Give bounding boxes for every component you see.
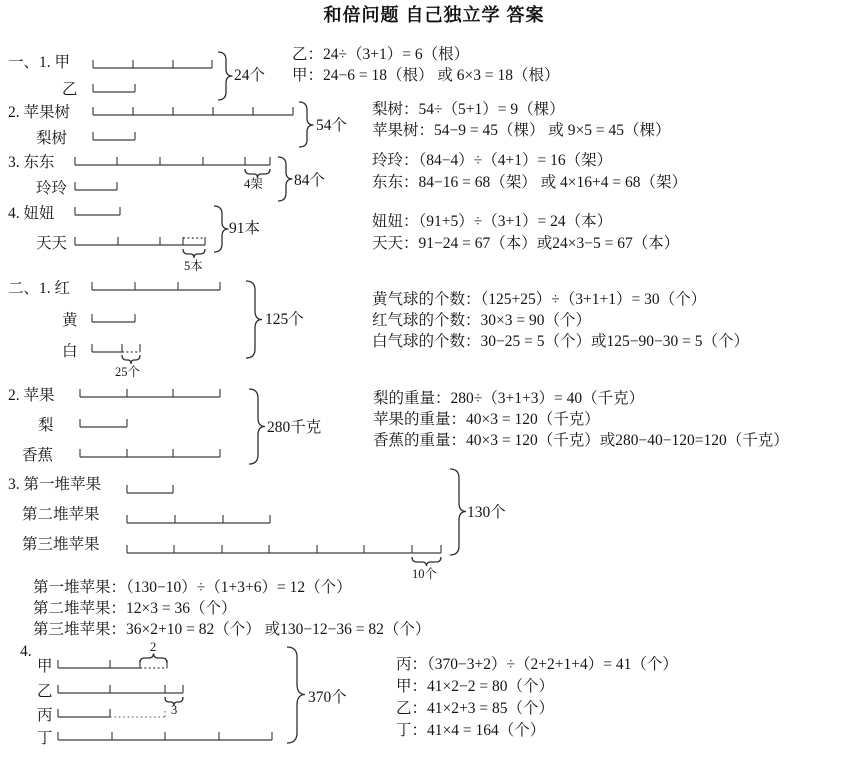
p7-row3-label: 第三堆苹果 — [22, 536, 100, 553]
p1-row2-label: 乙 — [62, 81, 78, 98]
p1-answer-2: 甲：24−6 = 18（根） 或 6×3 = 18（根） — [292, 67, 560, 84]
p2-brace — [299, 102, 314, 147]
p6-row1-label: 2. 苹果 — [8, 387, 55, 404]
p6-answer-1: 梨的重量：280÷（3+1+3）= 40（千克） — [373, 390, 645, 407]
p8-row2-label: 乙 — [37, 683, 53, 700]
p4-row1-label: 4. 妞妞 — [8, 205, 55, 222]
p8-answer-2: 甲：41×2−2 = 80（个） — [396, 678, 554, 695]
p2-sum-label: 54个 — [316, 117, 348, 134]
p2-row1-label: 2. 苹果树 — [8, 104, 71, 121]
p3-answer-1: 玲玲：（84−4）÷（4+1）= 16（架） — [372, 152, 613, 169]
p2-row2-label: 梨树 — [36, 130, 68, 147]
p7-answer-1: 第一堆苹果：（130−10）÷（1+3+6）= 12（个） — [33, 579, 352, 596]
p3-brace — [278, 157, 293, 201]
p4-brace — [214, 206, 229, 252]
p7-answer-3: 第三堆苹果：36×2+10 = 82（个） 或130−12−36 = 82（个） — [33, 621, 431, 638]
p3-segment-label: 4架 — [244, 177, 263, 191]
p4-bars — [75, 207, 205, 245]
p5-bars — [92, 282, 220, 352]
p7-row1-label: 3. 第一堆苹果 — [8, 476, 102, 493]
p5-row1-label: 二、1. 红 — [8, 280, 71, 297]
p8-seg-top-label: 2 — [150, 640, 157, 654]
page-title: 和倍问题 自己独立学 答案 — [323, 5, 545, 25]
p3-row2-label: 玲玲 — [36, 180, 68, 197]
p1-sum-label: 24个 — [234, 67, 266, 84]
p5-row3-label: 白 — [62, 343, 78, 360]
p5-row2-label: 黄 — [62, 312, 78, 329]
p8-seg-side-label: 3 — [171, 703, 178, 717]
p7-segment-label: 10个 — [412, 567, 438, 581]
p8-bing-dotted-line — [110, 709, 165, 717]
p2-bars — [93, 107, 293, 140]
p8-answer-4: 丁：41×4 = 164（个） — [396, 722, 546, 739]
p7-bars — [127, 485, 441, 553]
p5-answer-2: 红气球的个数：30×3 = 90（个） — [372, 312, 591, 329]
p1-bars — [93, 60, 212, 92]
p4-segment-label: 5本 — [184, 259, 203, 273]
p7-brace — [450, 469, 466, 555]
p4-sum-label: 91本 — [229, 220, 261, 237]
p4-underbrace — [183, 249, 205, 258]
p5-sum-label: 125个 — [265, 311, 304, 328]
p1-answer-1: 乙：24÷（3+1）= 6（根） — [292, 46, 470, 63]
p7-answer-2: 第二堆苹果：12×3 = 36（个） — [33, 600, 237, 617]
p3-bars — [75, 157, 270, 190]
p4-answer-2: 天天：91−24 = 67（本）或24×3−5 = 67（本） — [372, 235, 680, 252]
p8-sum-label: 370个 — [308, 689, 347, 706]
p6-row3-label: 香蕉 — [22, 447, 54, 464]
p1-row1-label: 一、1. 甲 — [8, 54, 71, 71]
p4-row2-label: 天天 — [36, 235, 68, 252]
p3-sum-label: 84个 — [294, 172, 326, 189]
p2-answer-2: 苹果树：54−9 = 45（棵） 或 9×5 = 45（棵） — [372, 122, 671, 139]
p5-underbrace — [122, 355, 140, 364]
p5-brace — [246, 281, 262, 358]
p6-answer-3: 香蕉的重量：40×3 = 120（千克）或280−40−120=120（千克） — [373, 432, 789, 449]
p8-brace — [287, 647, 305, 743]
p5-segment-label: 25个 — [115, 365, 141, 379]
p8-row3-label: 丙 — [37, 707, 53, 724]
p8-row1-label: 甲 — [37, 658, 53, 675]
p7-underbrace — [412, 557, 441, 566]
p1-brace — [218, 52, 233, 100]
p8-row4-label: 丁 — [37, 730, 53, 747]
p6-brace — [249, 389, 265, 464]
p3-answer-2: 东东：84−16 = 68（架） 或 4×16+4 = 68（架） — [372, 174, 687, 191]
p3-row1-label: 3. 东东 — [8, 154, 55, 171]
p4-answer-1: 妞妞：（91+5）÷（3+1）= 24（本） — [372, 213, 613, 230]
p2-answer-1: 梨树：54÷（5+1）= 9（棵） — [372, 101, 565, 118]
p6-answer-2: 苹果的重量：40×3 = 120（千克） — [373, 411, 600, 428]
p5-answer-1: 黄气球的个数：（125+25）÷（3+1+1）= 30（个） — [372, 291, 707, 308]
p8-answer-3: 乙：41×2+3 = 85（个） — [396, 700, 554, 717]
p6-bars — [80, 389, 220, 457]
p6-row2-label: 梨 — [38, 417, 54, 434]
p7-row2-label: 第二堆苹果 — [22, 506, 100, 523]
p6-sum-label: 280千克 — [267, 419, 322, 436]
p8-index-label: 4. — [20, 643, 32, 660]
p5-answer-3: 白气球的个数：30−25 = 5（个）或125−90−30 = 5（个） — [372, 333, 749, 350]
p7-sum-label: 130个 — [467, 504, 506, 521]
p8-answer-1: 丙：（370−3+2）÷（2+2+1+4）= 41（个） — [396, 656, 678, 673]
